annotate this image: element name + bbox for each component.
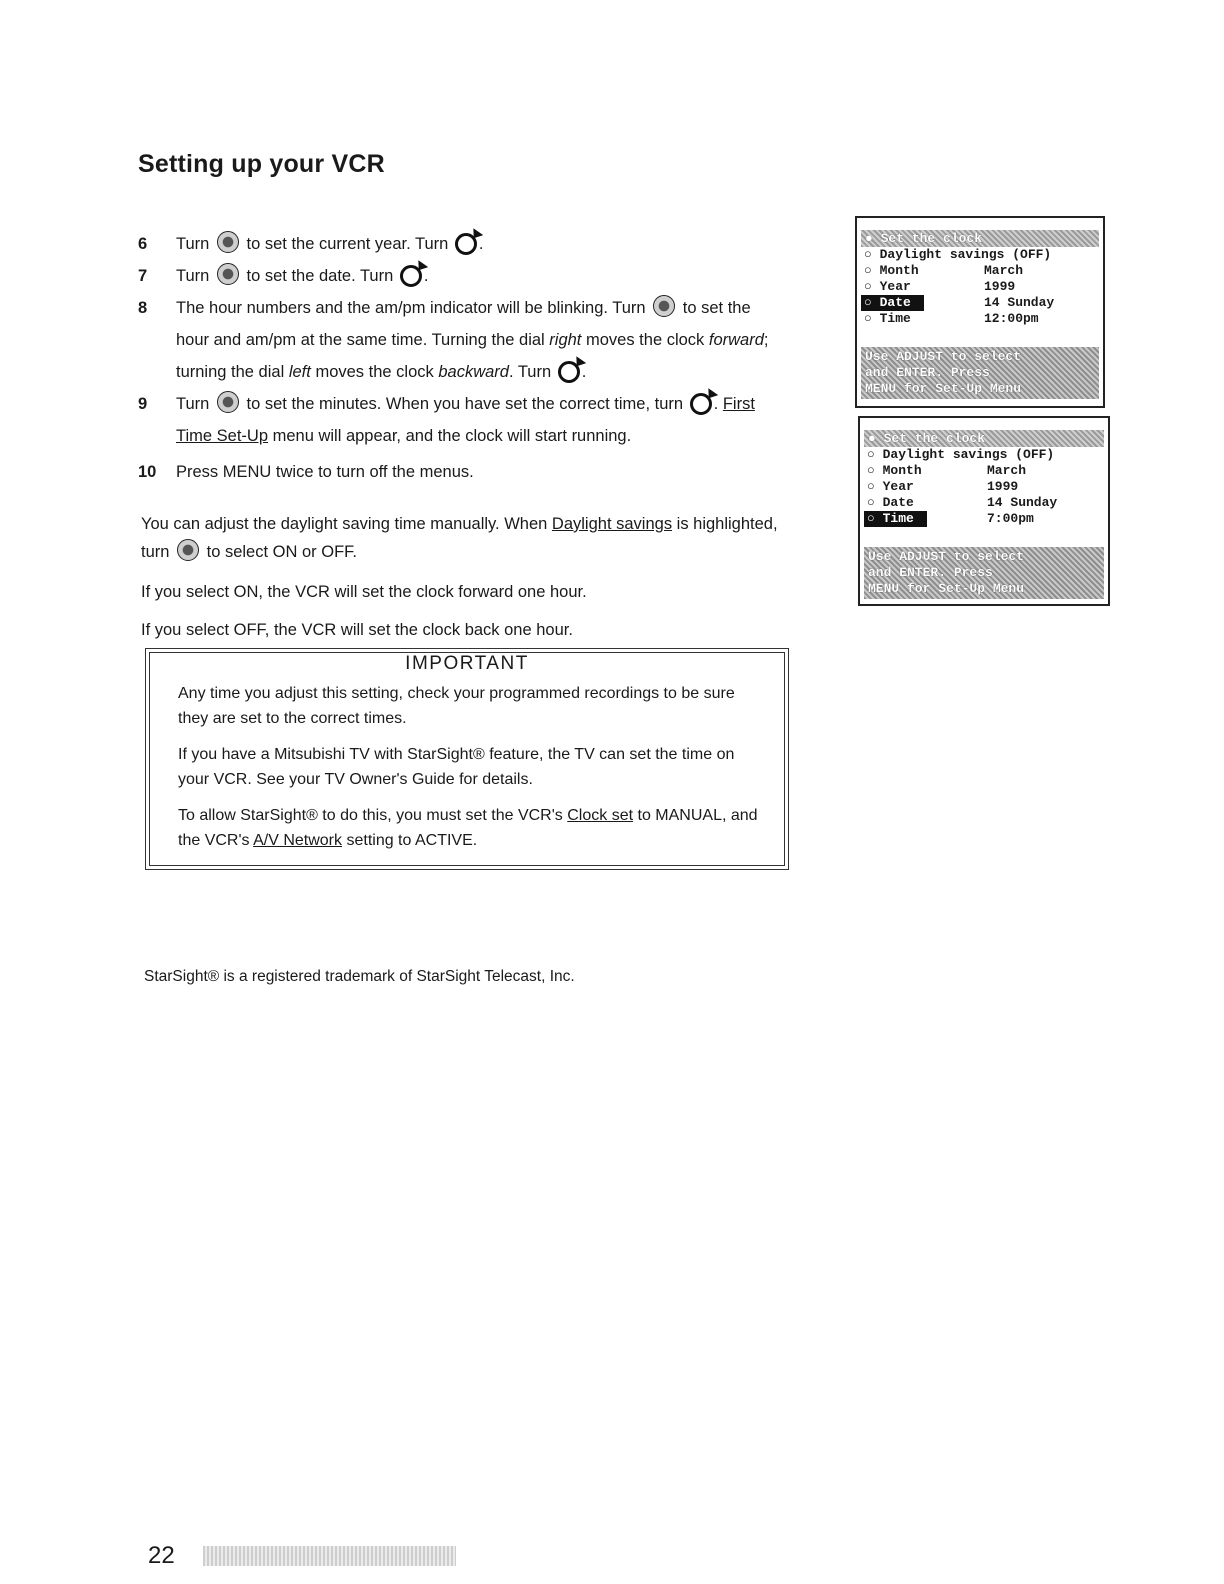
step-9: 9 Turn to set the minutes. When you have set the correct time, turn . First Time Set-Up menu will appear, and the clock will start running. xyxy=(138,388,788,452)
screen-header: ● Set the clock xyxy=(864,430,1104,447)
adjust-dial-icon xyxy=(217,231,239,253)
menu-row-time: ○ Time 12:00pm xyxy=(864,311,1039,326)
important-paragraph: To allow StarSight® to do this, you must set the VCR's Clock set to MANUAL, and the VCR's A/V Network setting to ACTIVE. xyxy=(178,807,758,849)
clock-set-link: Clock set xyxy=(567,807,634,824)
step-number: 8 xyxy=(138,299,148,317)
screen-help-text: Use ADJUST to select and ENTER. Press MENU for Set-Up Menu xyxy=(864,547,1104,599)
off-paragraph: If you select OFF, the VCR will set the clock back one hour. xyxy=(141,621,573,639)
adjust-dial-icon xyxy=(217,263,239,285)
menu-row-time-selected: ○ Time 7:00pm xyxy=(864,511,1104,527)
screen-help-text: Use ADJUST to select and ENTER. Press MENU for Set-Up Menu xyxy=(861,347,1099,399)
screen-header: ● Set the clock xyxy=(861,230,1099,247)
step-number: 6 xyxy=(138,235,148,253)
step-6: 6 Turn to set the current year. Turn . xyxy=(138,228,788,260)
important-paragraph: Any time you adjust this setting, check your programmed recordings to be sure they are set to the correct times. xyxy=(178,685,735,727)
menu-row-daylight: ○ Daylight savings (OFF) xyxy=(867,447,1055,462)
menu-row-year: ○ Year 1999 xyxy=(867,479,1019,494)
footer-decoration-bar xyxy=(203,1546,456,1566)
enter-button-icon xyxy=(400,265,422,287)
page-number: 22 xyxy=(148,1542,175,1569)
menu-row-daylight: ○ Daylight savings (OFF) xyxy=(864,247,1052,262)
menu-row-month: ○ Month March xyxy=(867,463,1027,478)
step-10: 10 Press MENU twice to turn off the menus. xyxy=(138,456,788,488)
on-paragraph: If you select ON, the VCR will set the clock forward one hour. xyxy=(141,583,587,601)
important-box xyxy=(145,648,789,870)
enter-button-icon xyxy=(455,233,477,255)
enter-button-icon xyxy=(690,393,712,415)
adjust-dial-icon xyxy=(653,295,675,317)
page-title: Setting up your VCR xyxy=(138,150,385,178)
important-body xyxy=(178,681,758,864)
trademark-footnote: StarSight® is a registered trademark of StarSight Telecast, Inc. xyxy=(144,968,575,985)
daylight-paragraph: You can adjust the daylight saving time manually. When Daylight savings is highlighted, turn to select ON or OFF. xyxy=(141,515,778,561)
step-7: 7 Turn to set the date. Turn . xyxy=(138,260,788,292)
steps-list xyxy=(138,228,788,488)
enter-button-icon xyxy=(558,361,580,383)
important-title: IMPORTANT xyxy=(405,653,529,674)
first-time-setup-link: First Time Set-Up xyxy=(176,395,755,445)
clock-menu-screen-time xyxy=(858,416,1110,606)
av-network-link: A/V Network xyxy=(253,832,343,849)
adjust-dial-icon xyxy=(217,391,239,413)
menu-row-date: ○ Date 14 Sunday xyxy=(867,495,1058,510)
step-8: 8 The hour numbers and the am/pm indicator will be blinking. Turn to set the hour and am/pm at the same time. Turning the dial right moves the clock forward; turning the dial left moves the clock backward. Turn . xyxy=(138,292,788,388)
daylight-savings-link: Daylight savings xyxy=(551,515,673,533)
clock-menu-screen-date xyxy=(855,216,1105,408)
step-number: 7 xyxy=(138,267,148,285)
important-paragraph: If you have a Mitsubishi TV with StarSight® feature, the TV can set the time on your VCR. See your TV Owner's Guide for details. xyxy=(178,746,735,788)
menu-row-month: ○ Month March xyxy=(864,263,1024,278)
step-number: 9 xyxy=(138,395,148,413)
menu-row-year: ○ Year 1999 xyxy=(864,279,1016,294)
adjust-dial-icon xyxy=(177,539,199,561)
menu-row-date-selected: ○ Date 14 Sunday xyxy=(861,295,1099,311)
step-number: 10 xyxy=(138,463,157,481)
